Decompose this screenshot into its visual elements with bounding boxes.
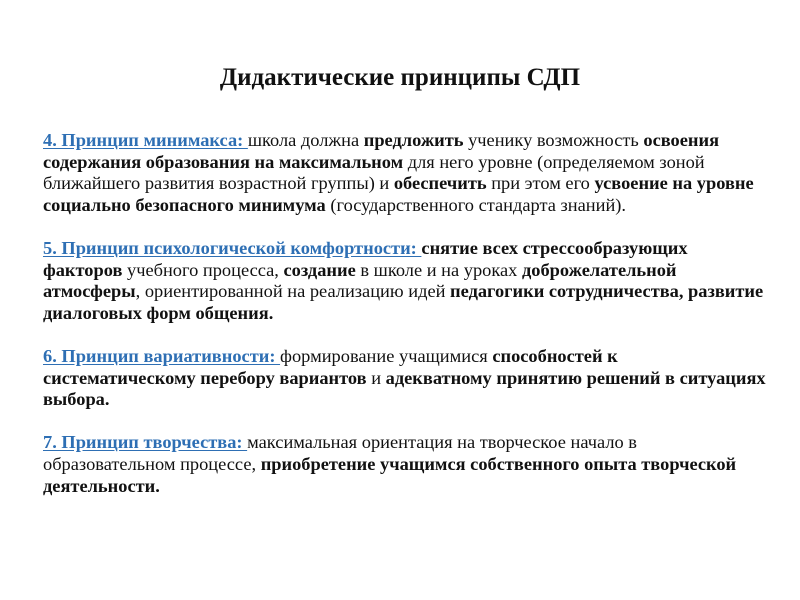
principle-paragraph: [43, 238, 771, 324]
principle-paragraph: [43, 432, 771, 497]
text-segment: (государственного стандарта знаний).: [325, 194, 627, 215]
emphasis-segment: усвоение на уровне социально безопасного минимума: [43, 173, 754, 215]
slide-content: [43, 130, 771, 519]
emphasis-segment: приобретение учащимся собственного опыта творческой деятельности.: [43, 453, 737, 496]
slide-title: Дидактические принципы СДП: [219, 64, 581, 91]
principle-heading: 6. Принцип вариативности:: [43, 345, 281, 366]
emphasis-segment: доброжелательной атмосферы: [43, 259, 677, 302]
emphasis-segment: адекватному принятию решений в ситуациях выбора.: [43, 367, 766, 410]
text-segment: учебного процесса,: [122, 259, 284, 280]
emphasis-segment: снятие всех стрессообразующих факторов: [43, 237, 688, 280]
principle-heading: 5. Принцип психологической комфортности:: [43, 237, 422, 258]
principle-paragraph: [43, 130, 771, 216]
text-segment: и: [366, 367, 386, 388]
text-segment: , ориентированной на реализацию идей: [135, 281, 451, 302]
emphasis-segment: обеспечить: [393, 173, 487, 194]
text-segment: для него уровне (определяемом зоной ближайшего развития возрастной группы) и: [43, 151, 705, 194]
principle-heading: 7. Принцип творчества:: [43, 432, 248, 453]
principle-heading: 4. Принцип минимакса:: [43, 130, 248, 150]
emphasis-segment: педагогики сотрудничества, развитие диалоговых форм общения.: [43, 281, 764, 323]
principle-paragraph: [43, 346, 771, 411]
emphasis-segment: способностей к систематическому перебору вариантов: [43, 345, 618, 388]
emphasis-segment: освоения содержания образования на максимальном: [43, 130, 720, 172]
text-segment: ученику возможность: [463, 130, 644, 150]
emphasis-segment: создание: [283, 259, 356, 280]
emphasis-segment: предложить: [363, 130, 464, 150]
text-segment: максимальная ориентация на творческое начало в образовательном процессе,: [43, 432, 637, 474]
text-segment: школа должна: [247, 130, 364, 150]
text-segment: в школе и на уроках: [355, 259, 522, 280]
text-segment: при этом его: [486, 173, 595, 194]
text-segment: формирование учащимися: [280, 345, 493, 366]
